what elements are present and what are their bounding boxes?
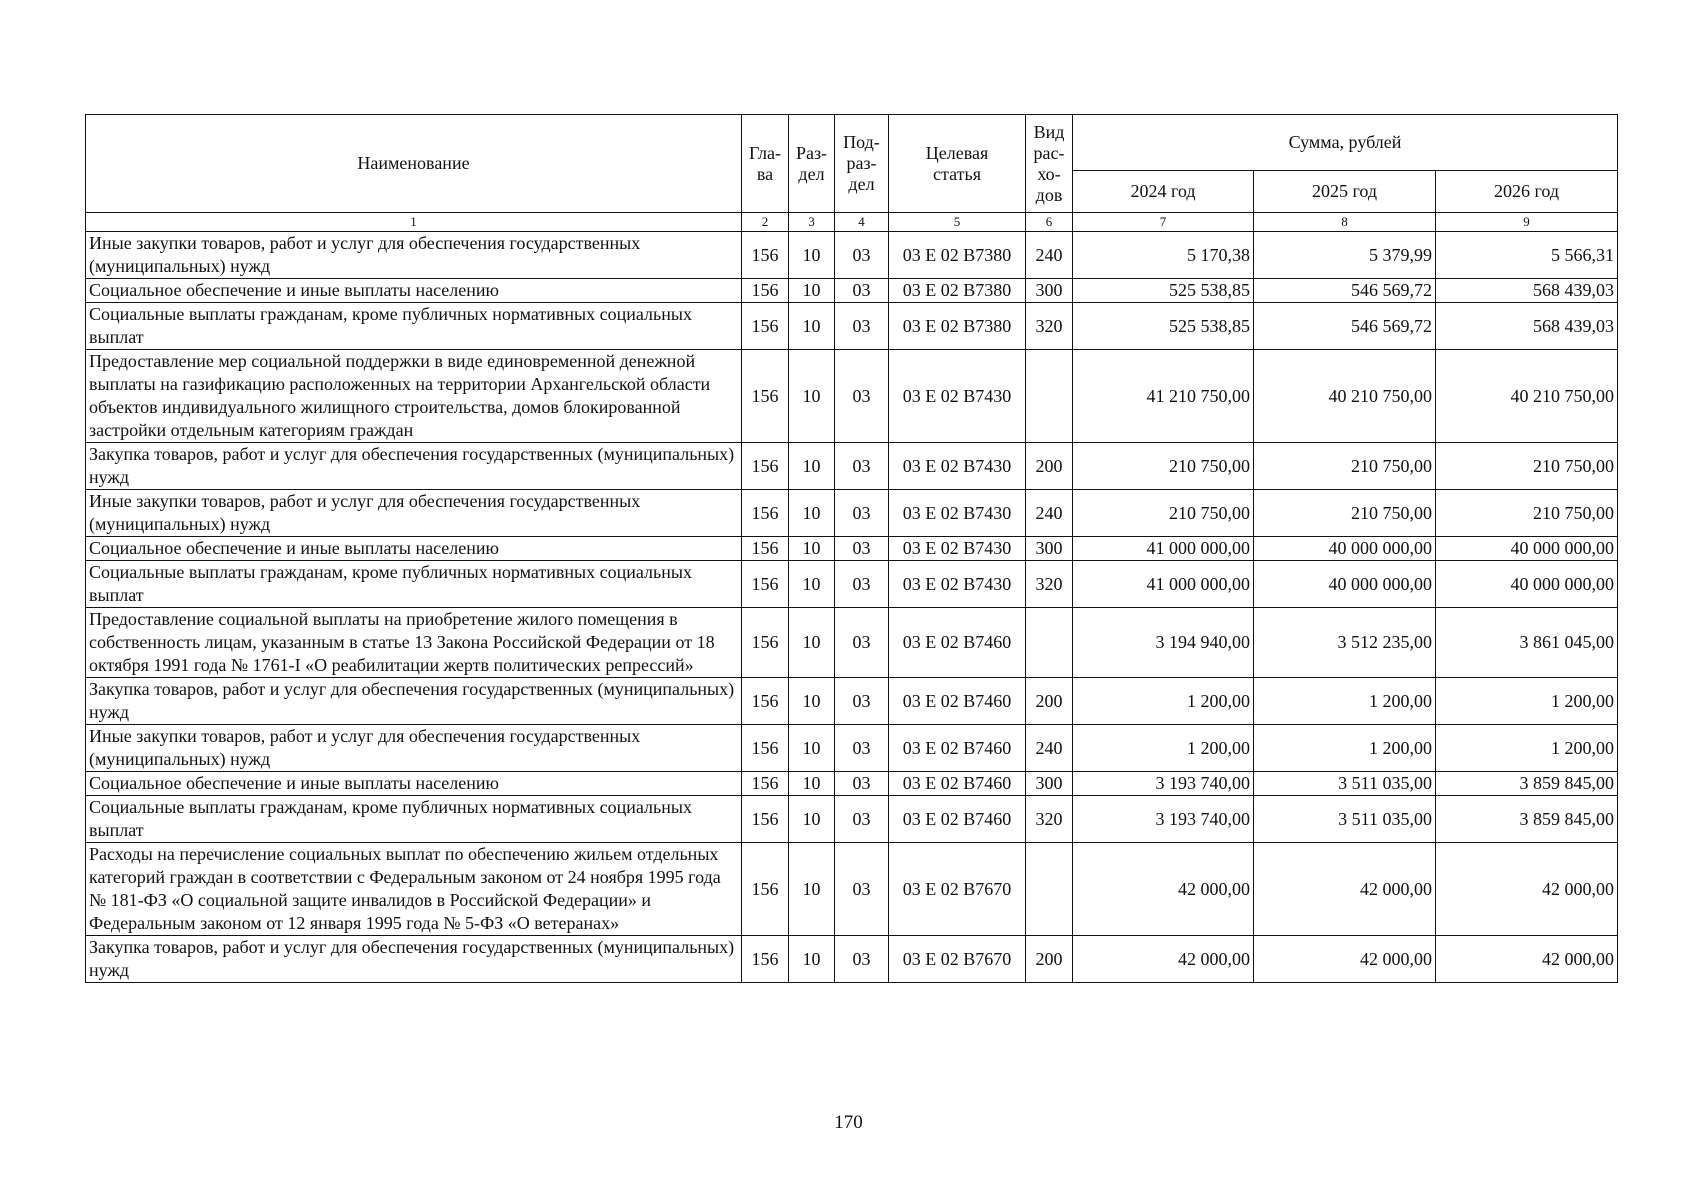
row-name: Предоставление мер социальной поддержки в виде единовременной денежной выплаты на газификацию расположенных на территории Архангельской области объектов индивидуального жилищного строительства, домов блокированной застройки отдельным категориям граждан: [86, 350, 742, 443]
row-chapter: 156: [742, 303, 789, 350]
row-sum-2025: 40 210 750,00: [1254, 350, 1436, 443]
row-subsection: 03: [835, 537, 889, 561]
column-number: 5: [889, 213, 1026, 232]
column-number: 9: [1436, 213, 1618, 232]
row-expense-type: [1026, 350, 1073, 443]
row-expense-type: 320: [1026, 796, 1073, 843]
row-subsection: 03: [835, 843, 889, 936]
header-target-article: Целевая статья: [889, 115, 1026, 213]
row-target-article: 03 Е 02 В7430: [889, 490, 1026, 537]
row-subsection: 03: [835, 725, 889, 772]
header-subsection: Под- раз- дел: [835, 115, 889, 213]
row-sum-2024: 3 194 940,00: [1073, 608, 1254, 678]
row-chapter: 156: [742, 936, 789, 983]
row-sum-2025: 546 569,72: [1254, 279, 1436, 303]
table-row: [86, 232, 1618, 279]
row-sum-2025: 1 200,00: [1254, 678, 1436, 725]
row-target-article: 03 Е 02 В7430: [889, 350, 1026, 443]
row-chapter: 156: [742, 537, 789, 561]
row-section: 10: [789, 843, 835, 936]
row-sum-2026: 3 859 845,00: [1436, 772, 1618, 796]
row-sum-2024: 5 170,38: [1073, 232, 1254, 279]
row-target-article: 03 Е 02 В7380: [889, 303, 1026, 350]
table-row: [86, 279, 1618, 303]
row-sum-2024: 41 000 000,00: [1073, 537, 1254, 561]
row-sum-2026: 3 859 845,00: [1436, 796, 1618, 843]
row-section: 10: [789, 772, 835, 796]
row-target-article: 03 Е 02 В7380: [889, 279, 1026, 303]
row-sum-2026: 210 750,00: [1436, 443, 1618, 490]
row-chapter: 156: [742, 561, 789, 608]
row-sum-2026: 3 861 045,00: [1436, 608, 1618, 678]
row-name: Иные закупки товаров, работ и услуг для обеспечения государственных (муниципальных) нужд: [86, 725, 742, 772]
header-year-2024: 2024 год: [1073, 171, 1254, 213]
table-row: [86, 772, 1618, 796]
row-name: Предоставление социальной выплаты на приобретение жилого помещения в собственность лицам, указанным в статье 13 Закона Российской Федерации от 18 октября 1991 года № 1761-I «О реабилитации жертв политических репрессий»: [86, 608, 742, 678]
row-name: Иные закупки товаров, работ и услуг для обеспечения государственных (муниципальных) нужд: [86, 490, 742, 537]
row-name: Социальное обеспечение и иные выплаты населению: [86, 537, 742, 561]
row-expense-type: 320: [1026, 561, 1073, 608]
header-section: Раз- дел: [789, 115, 835, 213]
column-number: 3: [789, 213, 835, 232]
table-body: [86, 232, 1618, 983]
row-sum-2026: 568 439,03: [1436, 303, 1618, 350]
row-chapter: 156: [742, 443, 789, 490]
row-target-article: 03 Е 02 В7670: [889, 843, 1026, 936]
row-target-article: 03 Е 02 В7380: [889, 232, 1026, 279]
table-row: [86, 443, 1618, 490]
row-sum-2026: 1 200,00: [1436, 725, 1618, 772]
row-sum-2024: 210 750,00: [1073, 443, 1254, 490]
row-name: Иные закупки товаров, работ и услуг для обеспечения государственных (муниципальных) нужд: [86, 232, 742, 279]
row-section: 10: [789, 443, 835, 490]
row-section: 10: [789, 490, 835, 537]
row-sum-2025: 210 750,00: [1254, 443, 1436, 490]
row-subsection: 03: [835, 279, 889, 303]
row-subsection: 03: [835, 350, 889, 443]
row-name: Социальные выплаты гражданам, кроме публичных нормативных социальных выплат: [86, 561, 742, 608]
row-target-article: 03 Е 02 В7670: [889, 936, 1026, 983]
row-sum-2024: 525 538,85: [1073, 279, 1254, 303]
row-name: Закупка товаров, работ и услуг для обеспечения государственных (муниципальных) нужд: [86, 678, 742, 725]
row-sum-2024: 3 193 740,00: [1073, 796, 1254, 843]
row-section: 10: [789, 608, 835, 678]
table-row: [86, 796, 1618, 843]
column-number: 8: [1254, 213, 1436, 232]
row-sum-2026: 40 000 000,00: [1436, 537, 1618, 561]
row-chapter: 156: [742, 490, 789, 537]
row-section: 10: [789, 537, 835, 561]
row-section: 10: [789, 678, 835, 725]
row-expense-type: 240: [1026, 725, 1073, 772]
row-target-article: 03 Е 02 В7460: [889, 725, 1026, 772]
row-expense-type: 300: [1026, 279, 1073, 303]
header-sum: Сумма, рублей: [1073, 115, 1618, 171]
row-expense-type: [1026, 608, 1073, 678]
table-row: [86, 843, 1618, 936]
row-target-article: 03 Е 02 В7460: [889, 678, 1026, 725]
row-target-article: 03 Е 02 В7460: [889, 796, 1026, 843]
row-sum-2025: 42 000,00: [1254, 936, 1436, 983]
budget-table: [85, 114, 1618, 983]
table-row: [86, 303, 1618, 350]
row-section: 10: [789, 279, 835, 303]
row-chapter: 156: [742, 608, 789, 678]
row-sum-2026: 210 750,00: [1436, 490, 1618, 537]
row-chapter: 156: [742, 796, 789, 843]
row-sum-2024: 41 000 000,00: [1073, 561, 1254, 608]
header-year-2025: 2025 год: [1254, 171, 1436, 213]
row-section: 10: [789, 350, 835, 443]
row-expense-type: 320: [1026, 303, 1073, 350]
row-sum-2024: 3 193 740,00: [1073, 772, 1254, 796]
row-sum-2024: 42 000,00: [1073, 843, 1254, 936]
row-name: Социальное обеспечение и иные выплаты населению: [86, 772, 742, 796]
row-target-article: 03 Е 02 В7460: [889, 608, 1026, 678]
row-expense-type: 200: [1026, 678, 1073, 725]
row-section: 10: [789, 936, 835, 983]
row-sum-2025: 3 512 235,00: [1254, 608, 1436, 678]
row-sum-2025: 3 511 035,00: [1254, 796, 1436, 843]
column-number: 2: [742, 213, 789, 232]
row-sum-2026: 40 000 000,00: [1436, 561, 1618, 608]
row-sum-2026: 40 210 750,00: [1436, 350, 1618, 443]
row-name: Социальные выплаты гражданам, кроме публичных нормативных социальных выплат: [86, 796, 742, 843]
row-target-article: 03 Е 02 В7460: [889, 772, 1026, 796]
row-expense-type: [1026, 843, 1073, 936]
table-row: [86, 490, 1618, 537]
header-chapter: Гла- ва: [742, 115, 789, 213]
row-expense-type: 200: [1026, 936, 1073, 983]
row-subsection: 03: [835, 796, 889, 843]
row-section: 10: [789, 561, 835, 608]
table-row: [86, 537, 1618, 561]
table-row: [86, 678, 1618, 725]
row-chapter: 156: [742, 232, 789, 279]
row-expense-type: 200: [1026, 443, 1073, 490]
column-number: 1: [86, 213, 742, 232]
row-chapter: 156: [742, 350, 789, 443]
row-sum-2024: 41 210 750,00: [1073, 350, 1254, 443]
row-subsection: 03: [835, 678, 889, 725]
row-sum-2024: 210 750,00: [1073, 490, 1254, 537]
row-section: 10: [789, 303, 835, 350]
table-row: [86, 561, 1618, 608]
row-expense-type: 240: [1026, 232, 1073, 279]
row-subsection: 03: [835, 936, 889, 983]
column-number: 7: [1073, 213, 1254, 232]
row-section: 10: [789, 796, 835, 843]
table-row: [86, 936, 1618, 983]
row-section: 10: [789, 232, 835, 279]
header-expense-type: Вид рас- хо- дов: [1026, 115, 1073, 213]
row-subsection: 03: [835, 232, 889, 279]
row-subsection: 03: [835, 443, 889, 490]
row-name: Расходы на перечисление социальных выплат по обеспечению жильем отдельных категорий граждан в соответствии с Федеральным законом от 24 ноября 1995 года № 181-ФЗ «О социальной защите инвалидов в Российской Федерации» и Федеральным законом от 12 января 1995 года № 5-ФЗ «О ветеранах»: [86, 843, 742, 936]
row-chapter: 156: [742, 279, 789, 303]
row-target-article: 03 Е 02 В7430: [889, 537, 1026, 561]
row-sum-2025: 5 379,99: [1254, 232, 1436, 279]
row-sum-2025: 40 000 000,00: [1254, 537, 1436, 561]
row-sum-2025: 546 569,72: [1254, 303, 1436, 350]
row-sum-2026: 5 566,31: [1436, 232, 1618, 279]
row-sum-2024: 525 538,85: [1073, 303, 1254, 350]
row-sum-2025: 1 200,00: [1254, 725, 1436, 772]
row-subsection: 03: [835, 561, 889, 608]
row-name: Социальное обеспечение и иные выплаты населению: [86, 279, 742, 303]
row-sum-2024: 1 200,00: [1073, 678, 1254, 725]
column-number: 6: [1026, 213, 1073, 232]
row-sum-2026: 42 000,00: [1436, 843, 1618, 936]
row-expense-type: 300: [1026, 537, 1073, 561]
row-sum-2025: 210 750,00: [1254, 490, 1436, 537]
row-chapter: 156: [742, 725, 789, 772]
row-sum-2024: 1 200,00: [1073, 725, 1254, 772]
row-target-article: 03 Е 02 В7430: [889, 443, 1026, 490]
row-subsection: 03: [835, 608, 889, 678]
table-row: [86, 350, 1618, 443]
row-chapter: 156: [742, 843, 789, 936]
row-sum-2026: 568 439,03: [1436, 279, 1618, 303]
row-sum-2026: 42 000,00: [1436, 936, 1618, 983]
row-chapter: 156: [742, 678, 789, 725]
row-subsection: 03: [835, 490, 889, 537]
row-name: Социальные выплаты гражданам, кроме публичных нормативных социальных выплат: [86, 303, 742, 350]
row-sum-2025: 40 000 000,00: [1254, 561, 1436, 608]
row-target-article: 03 Е 02 В7430: [889, 561, 1026, 608]
column-number-row: [86, 213, 1618, 232]
column-number: 4: [835, 213, 889, 232]
row-expense-type: 300: [1026, 772, 1073, 796]
row-chapter: 156: [742, 772, 789, 796]
row-name: Закупка товаров, работ и услуг для обеспечения государственных (муниципальных) нужд: [86, 936, 742, 983]
row-subsection: 03: [835, 303, 889, 350]
row-expense-type: 240: [1026, 490, 1073, 537]
row-sum-2025: 3 511 035,00: [1254, 772, 1436, 796]
row-section: 10: [789, 725, 835, 772]
table-row: [86, 608, 1618, 678]
row-subsection: 03: [835, 772, 889, 796]
row-name: Закупка товаров, работ и услуг для обеспечения государственных (муниципальных) нужд: [86, 443, 742, 490]
header-year-2026: 2026 год: [1436, 171, 1618, 213]
row-sum-2024: 42 000,00: [1073, 936, 1254, 983]
page-number: 170: [834, 1112, 863, 1133]
row-sum-2025: 42 000,00: [1254, 843, 1436, 936]
row-sum-2026: 1 200,00: [1436, 678, 1618, 725]
table-row: [86, 725, 1618, 772]
header-name: Наименование: [86, 115, 742, 213]
